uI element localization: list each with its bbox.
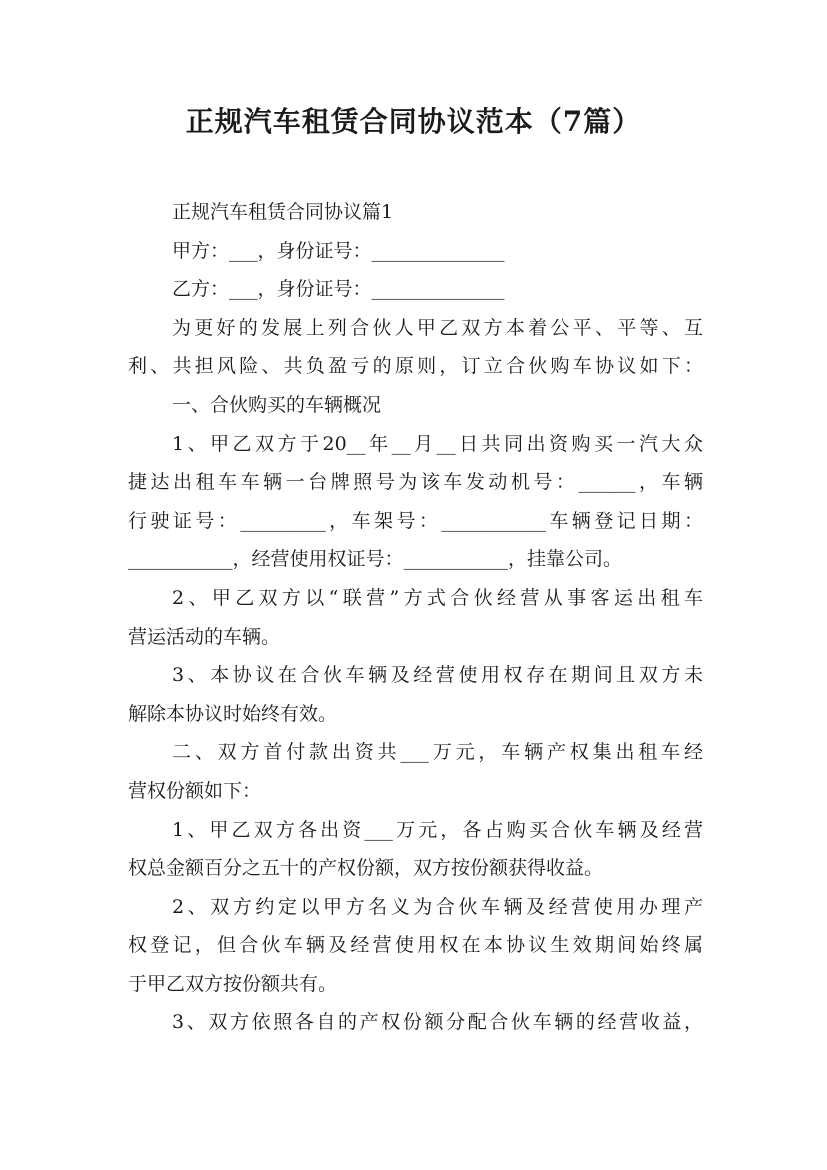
- body-line: 乙方：___，身份证号：______________: [172, 278, 505, 301]
- body-line: 1、甲乙双方于20__年__月__日共同出资购买一汽大众: [172, 432, 703, 455]
- body-line: 权登记，但合伙车辆及经营使用权在本协议生效期间始终属: [128, 934, 703, 957]
- body-line: 捷达出租车车辆一台牌照号为该车发动机号：______，车辆: [128, 471, 703, 494]
- body-line: 为更好的发展上列合伙人甲乙双方本着公平、平等、互: [172, 316, 703, 339]
- body-line: 1、甲乙双方各出资___万元，各占购买合伙车辆及经营: [172, 818, 703, 841]
- body-line: 于甲乙双方按份额共有。: [128, 972, 338, 995]
- body-line: 解除本协议时始终有效。: [128, 702, 338, 725]
- body-line: 3、双方依照各自的产权份额分配合伙车辆的经营收益，: [172, 1011, 703, 1034]
- document-body: [128, 193, 703, 1042]
- body-line: 2、甲乙双方以“联营”方式合伙经营从事客运出租车: [172, 586, 703, 609]
- body-line: 一、合伙购买的车辆概况: [172, 393, 382, 416]
- body-line: ___________，经营使用权证号：___________，挂靠公司。: [128, 548, 623, 571]
- body-line: 营运活动的车辆。: [128, 625, 281, 648]
- body-line: 正规汽车租赁合同协议篇1: [172, 201, 394, 223]
- body-line: 利、共担风险、共负盈亏的原则，订立合伙购车协议如下：: [128, 355, 703, 378]
- body-line: 甲方：___，身份证号：______________: [172, 239, 505, 262]
- body-line: 营权份额如下：: [128, 779, 262, 802]
- body-line: 3、本协议在合伙车辆及经营使用权存在期间且双方未: [172, 664, 703, 687]
- body-line: 权总金额百分之五十的产权份额，双方按份额获得收益。: [128, 857, 604, 880]
- body-line: 2、双方约定以甲方名义为合伙车辆及经营使用办理产: [172, 895, 703, 918]
- document-title: 正规汽车租赁合同协议范本（7篇）: [185, 105, 642, 138]
- body-line: 二、双方首付款出资共___万元，车辆产权集出租车经: [172, 741, 703, 764]
- body-line: 行驶证号：_________，车架号：___________车辆登记日期：: [128, 509, 703, 532]
